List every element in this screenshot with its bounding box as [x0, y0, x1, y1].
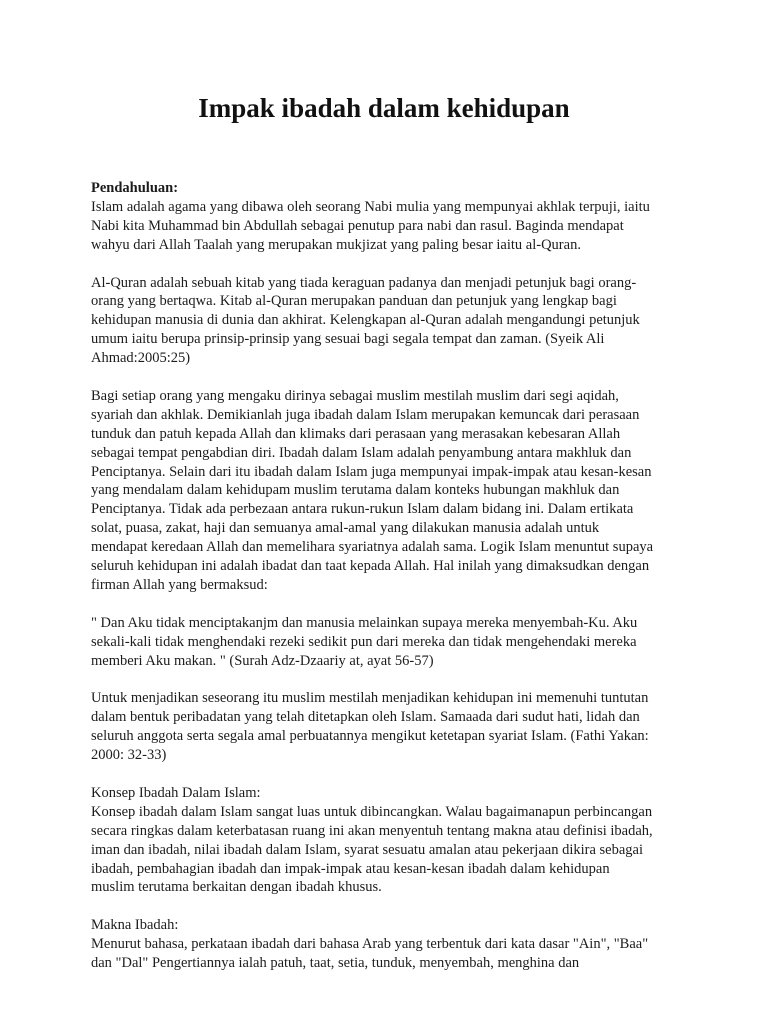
text-line: secara ringkas dalam keterbatasan ruang ini akan menyentuh tentang makna atau definisi ibadah, [91, 822, 653, 839]
text-line: Islam adalah agama yang dibawa oleh seorang Nabi mulia yang mempunyai akhlak terpuji, iaitu [91, 198, 650, 215]
document-body [91, 179, 681, 992]
text-line: Konsep ibadah dalam Islam sangat luas untuk dibincangkan. Walau bagaimanapun perbincangan [91, 803, 653, 820]
quote-paragraph [91, 614, 681, 671]
paragraph-quran [91, 274, 681, 369]
text-line: Penciptanya. Tidak ada perbezaan antara rukun-rukun Islam dalam bidang ini. Dalam ertikata [91, 501, 634, 518]
text-line: orang yang bertaqwa. Kitab al-Quran merupakan panduan dan petunjuk yang lengkap bagi [91, 293, 617, 310]
intro-heading: Pendahuluan: [91, 180, 179, 196]
document-title: Impak ibadah dalam kehidupan [198, 93, 570, 123]
intro-paragraph [91, 179, 681, 255]
text-line: sekali-kali tidak menghendaki rezeki sedikit pun dari mereka dan tidak mengehendaki mereka [91, 633, 637, 650]
text-line: ibadah, pembahagian ibadah dan impak-impak atau kesan-kesan ibadah dalam kehidupan [91, 860, 610, 877]
text-line: tunduk dan patuh kepada Allah dan klimaks dari perasaan yang merasakan kebesaran Allah [91, 425, 621, 442]
text-line: syariah dan akhlak. Demikianlah juga ibadah dalam Islam merupakan kemuncak dari perasaan [91, 406, 640, 423]
section-konsep-ibadah [91, 784, 681, 897]
text-line: umum iaitu berupa prinsip-prinsip yang sesuai bagi segala tempat dan zaman. (Syeik Ali [91, 331, 605, 348]
text-line: solat, puasa, zakat, haji dan semuanya amal-amal yang dilakukan manusia adalah untuk [91, 520, 600, 537]
paragraph-muslim [91, 387, 681, 595]
section-heading: Konsep Ibadah Dalam Islam: [91, 784, 261, 801]
text-line: Penciptanya. Selain dari itu ibadah dalam Islam juga mempunyai impak-impak atau kesan-kesan [91, 463, 652, 480]
section-makna-ibadah [91, 916, 681, 973]
text-line: Al-Quran adalah sebuah kitab yang tiada keraguan padanya dan menjadi petunjuk bagi orang- [91, 274, 637, 291]
paragraph-worship [91, 689, 681, 765]
text-line: memberi Aku makan. " (Surah Adz-Dzaariy at, ayat 56-57) [91, 652, 434, 669]
text-line: dalam bentuk peribadatan yang telah ditetapkan oleh Islam. Samaada dari sudut hati, lidah dan [91, 709, 640, 726]
text-line: muslim terutama berkaitan dengan ibadah khusus. [91, 879, 382, 896]
text-line: kehidupan manusia di dunia dan akhirat. Kelengkapan al-Quran adalah mengandungi petunjuk [91, 312, 640, 329]
text-line: mendapat keredaan Allah dan memelihara syariatnya adalah sama. Logik Islam menuntut supaya [91, 539, 654, 556]
text-line: yang mendalam dalam kehidupam muslim terutama dalam konteks hubungan makhluk dan [91, 482, 620, 499]
text-line: Nabi kita Muhammad bin Abdullah sebagai penutup para nabi dan rasul. Baginda mendapat [91, 217, 624, 234]
text-line: seluruh kehidupan ini adalah ibadat dan taat kepada Allah. Hal inilah yang dimaksudkan dengan [91, 558, 650, 575]
text-line: 2000: 32-33) [91, 747, 167, 764]
text-line: iman dan ibadah, nilai ibadah dalam Islam, syarat sesuatu amalan atau pekerjaan dikira sebagai [91, 841, 643, 858]
text-line: Menurut bahasa, perkataan ibadah dari bahasa Arab yang terbentuk dari kata dasar "Ain", "Baa" [91, 936, 649, 953]
section-heading: Makna Ibadah: [91, 917, 179, 934]
text-line: dan "Dal" Pengertiannya ialah patuh, taat, setia, tunduk, menyembah, menghina dan [91, 955, 580, 972]
text-line: seluruh anggota serta segala amal perbuatannya mengikut ketetapan syariat Islam. (Fathi Yakan: [91, 728, 649, 745]
text-line: sebagai tempat pengabdian diri. Ibadah dalam Islam adalah penyambung antara makhluk dan [91, 444, 632, 461]
text-line: firman Allah yang bermaksud: [91, 577, 268, 593]
text-line: wahyu dari Allah Taalah yang merupakan mukjizat yang paling besar iaitu al-Quran. [91, 236, 581, 253]
text-line: " Dan Aku tidak menciptakanjm dan manusia melainkan supaya mereka menyembah-Ku. Aku [91, 614, 638, 631]
text-line: Ahmad:2005:25) [91, 350, 191, 367]
text-line: Bagi setiap orang yang mengaku dirinya sebagai muslim mestilah muslim dari segi aqidah, [91, 387, 619, 404]
text-line: Untuk menjadikan seseorang itu muslim mestilah menjadikan kehidupan ini memenuhi tuntutan [91, 690, 649, 707]
